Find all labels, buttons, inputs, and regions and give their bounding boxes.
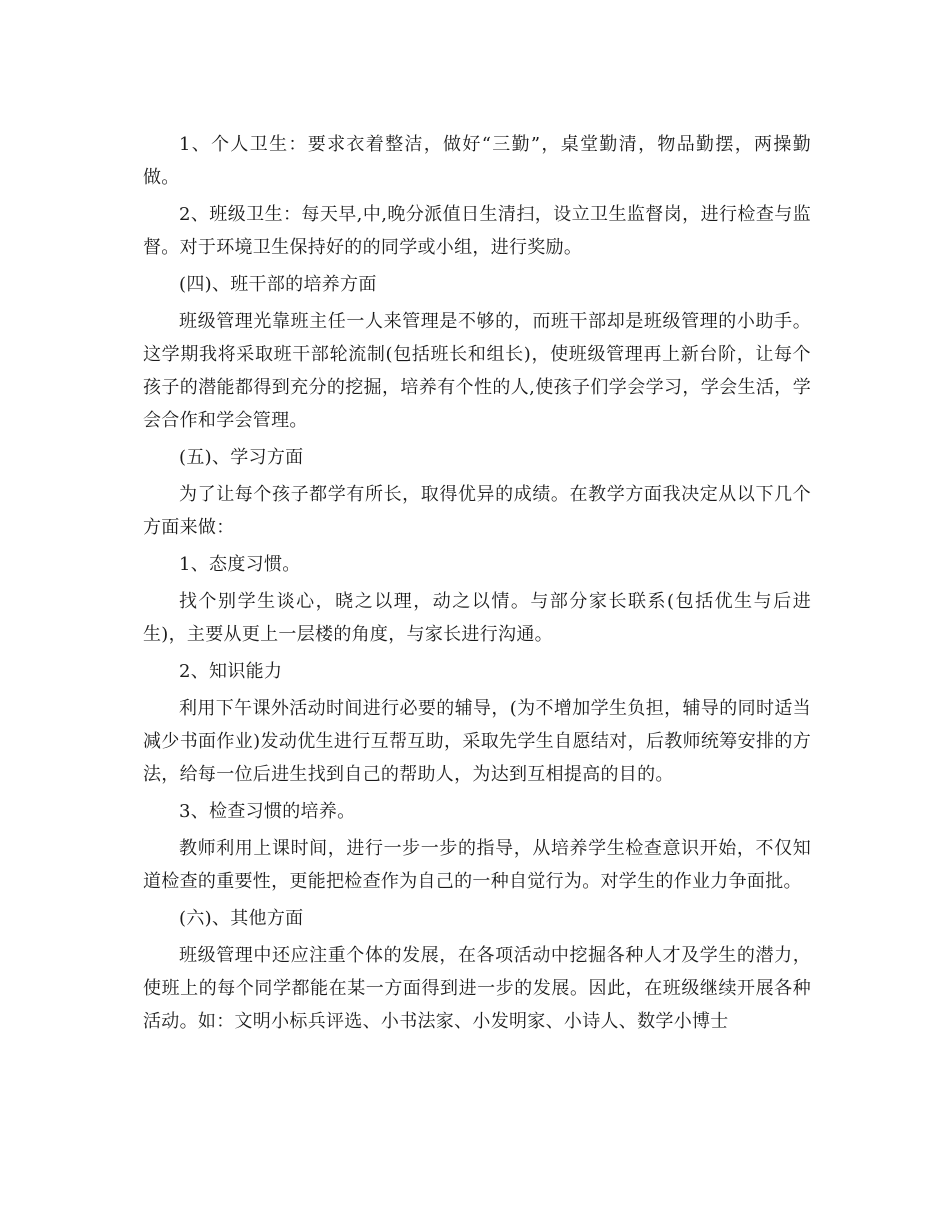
paragraph-checking-habits: 教师利用上课时间，进行一步一步的指导，从培养学生检查意识开始，不仅知道检查的重要性，更能把检查作为自己的一种自觉行为。对学生的作业力争面批。 — [143, 838, 811, 892]
document-page — [143, 128, 811, 1038]
section-heading-study: (五)、学习方面 — [179, 447, 304, 468]
subheading-checking-habits: 3、检查习惯的培养。 — [179, 801, 356, 822]
paragraph-study-intro: 为了让每个孩子都学有所长，取得优异的成绩。在教学方面我决定从以下几个方面来做： — [143, 484, 811, 538]
section-heading-class-cadres: (四)、班干部的培养方面 — [179, 274, 377, 295]
section-heading-other: (六)、其他方面 — [179, 908, 304, 929]
paragraph-attitude-habits: 找个别学生谈心，晓之以理，动之以情。与部分家长联系(包括优生与后进生)，主要从更上一层楼的角度，与家长进行沟通。 — [143, 591, 811, 645]
subheading-knowledge-ability: 2、知识能力 — [179, 661, 283, 682]
paragraph-hygiene-class: 2、班级卫生：每天早,中,晚分派值日生清扫，设立卫生监督岗，进行检查与监督。对于环境卫生保持好的的同学或小组，进行奖励。 — [143, 204, 811, 258]
subheading-attitude-habits: 1、态度习惯。 — [179, 554, 301, 575]
paragraph-knowledge-ability: 利用下午课外活动时间进行必要的辅导，(为不增加学生负担，辅导的同时适当减少书面作业)发动优生进行互帮互助，采取先学生自愿结对，后教师统筹安排的方法，给每一位后进生找到自己的帮助人，为达到互相提高的目的。 — [143, 698, 811, 785]
paragraph-hygiene-personal: 1、个人卫生：要求衣着整洁，做好“三勤”，桌堂勤清，物品勤摆，两操勤做。 — [143, 134, 811, 188]
paragraph-other: 班级管理中还应注重个体的发展，在各项活动中挖掘各种人才及学生的潜力，使班上的每个同学都能在某一方面得到进一步的发展。因此，在班级继续开展各种活动。如：文明小标兵评选、小书法家、小发明家、小诗人、数学小博士 — [143, 945, 811, 1032]
paragraph-class-cadres: 班级管理光靠班主任一人来管理是不够的，而班干部却是班级管理的小助手。这学期我将采取班干部轮流制(包括班长和组长)，使班级管理再上新台阶，让每个孩子的潜能都得到充分的挖掘，培养有个性的人,使孩子们学会学习，学会生活，学会合作和学会管理。 — [143, 311, 811, 431]
